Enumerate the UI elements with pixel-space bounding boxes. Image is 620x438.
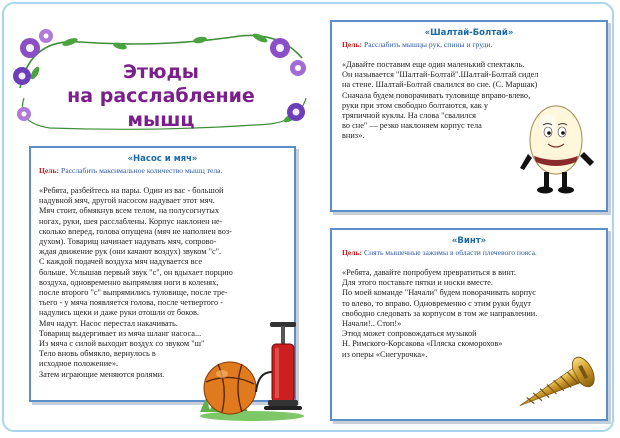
- card-ball-line: Товарищ выдергивает из мяча шланг насоса...: [39, 328, 202, 338]
- card-humpty-line: Он называется "Шалтай-Болтай".Шалтай-Болтай сидел: [342, 70, 539, 80]
- card-ball-line: исходное положение».: [39, 359, 119, 369]
- card-humpty-line: «Давайте поставим еще один маленький спектакль.: [342, 60, 525, 69]
- card-screw-line: По моей команде "Начали" будем поворачивать корпус: [342, 288, 536, 298]
- card-humpty-line: тряпичной куклы. На слова "свалился: [342, 111, 476, 121]
- card-ball-line: воздуха, одновременно выпрямляя ноги в коленях,: [39, 277, 219, 287]
- card-humpty-goal-label: Цель:: [342, 40, 363, 49]
- humpty-dumpty-icon: [518, 98, 598, 198]
- card-screw-line: из оперы «Снегурочка».: [342, 349, 428, 359]
- card-humpty-title: «Шалтай-Болтай»: [424, 28, 514, 38]
- card-ball-goal-label: Цель:: [39, 166, 60, 175]
- card-screw-line: Начали!.. Стоп!»: [342, 319, 402, 329]
- card-screw-line: то влево, то вправо. Одновременно с этим руки будут: [342, 298, 532, 308]
- card-ball-line: Мяч надут. Насос перестал накачивать.: [39, 318, 178, 328]
- card-humpty-goal-text: Расслабить мышцы рук, спины и груди.: [364, 40, 493, 49]
- card-humpty-line: вниз».: [342, 131, 365, 141]
- card-screw-line: свободно следовать за корпусом в том же направлении.: [342, 308, 538, 318]
- card-ball-line: Мяч стоит, обмякнув всем телом, на полусогнутых: [39, 206, 219, 216]
- page-title-line2: на расслабление мышц: [67, 85, 255, 131]
- card-ball-line: больше. Услышав первый звук "с", он вдыхает порцию: [39, 267, 233, 277]
- card-humpty-line: Сначала будем поворачивать туловище вправо-влево,: [342, 90, 531, 100]
- card-screw-body: [342, 268, 604, 360]
- screw-icon: [505, 352, 605, 422]
- card-ball-line: сколько вперед, голова опущена (мяч не наполнен воз-: [39, 226, 232, 236]
- card-screw-line: «Ребята, давайте попробуем превратиться в винт.: [342, 268, 516, 277]
- card-humpty-line: на стене. Шалтай-Болтай свалился во сне. (С. Маршак): [342, 80, 538, 90]
- card-ball-line: надувной мяч, другой насосом надувает этот мяч.: [39, 196, 215, 206]
- card-ball-line: «Ребята, разбейтесь на пары. Один из вас - большой: [39, 186, 224, 195]
- page-title: [32, 60, 290, 132]
- card-ball-line: С каждой подачей воздуха мяч надувается все: [39, 257, 203, 267]
- card-screw-goal-text: Снять мышечные зажимы в области плечевого пояса.: [364, 248, 537, 257]
- card-screw-line: Для этого поставьте пятки и носки вместе.: [342, 278, 493, 288]
- page-title-line1: Этюды: [123, 61, 199, 83]
- card-screw-goal-label: Цель:: [342, 248, 363, 257]
- card-ball-line: тьего - у мяча появляется голова, после четвертого -: [39, 298, 224, 308]
- ball-and-pump-icon: [198, 312, 308, 424]
- card-humpty-line: руки при этом свободно болтаются, как у: [342, 100, 489, 110]
- card-ball-line: ждая движение рук (они качают воздух) звуком "с".: [39, 247, 222, 257]
- card-screw-goal: [342, 248, 596, 257]
- card-screw-line: Н. Римского-Корсакова «Пляска скоморохов»: [342, 339, 503, 349]
- card-ball-line: Из мяча с силой выходит воздух со звуком "ш": [39, 339, 205, 349]
- card-ball-goal-text: Расслабить максимальное количество мышц тела.: [61, 166, 223, 175]
- card-ball-goal: [39, 166, 286, 175]
- card-ball-line: надулись щеки и даже руки отошли от боков.: [39, 308, 200, 318]
- card-ball-line: Затем играющие меняются ролями.: [39, 369, 165, 379]
- card-ball-line: духом). Товарищ начинает надувать мяч, сопрово-: [39, 237, 217, 247]
- card-screw-title: «Винт»: [451, 236, 487, 246]
- card-ball-line: Тело вновь обмякло, вернулось в: [39, 349, 156, 359]
- card-ball-line: после второго "с" выпрямились туловище, после тре-: [39, 288, 228, 298]
- card-screw-line: Этюд может сопровождаться музыкой: [342, 329, 477, 339]
- title-area: [10, 28, 310, 138]
- card-ball-title: «Насос и мяч»: [127, 154, 198, 164]
- card-humpty-line: во сне" — резко наклоняем корпус тела: [342, 121, 482, 131]
- card-humpty-goal: [342, 40, 596, 49]
- card-ball-line: ногах, руки, шея расслаблены. Корпус наклонен не-: [39, 216, 223, 226]
